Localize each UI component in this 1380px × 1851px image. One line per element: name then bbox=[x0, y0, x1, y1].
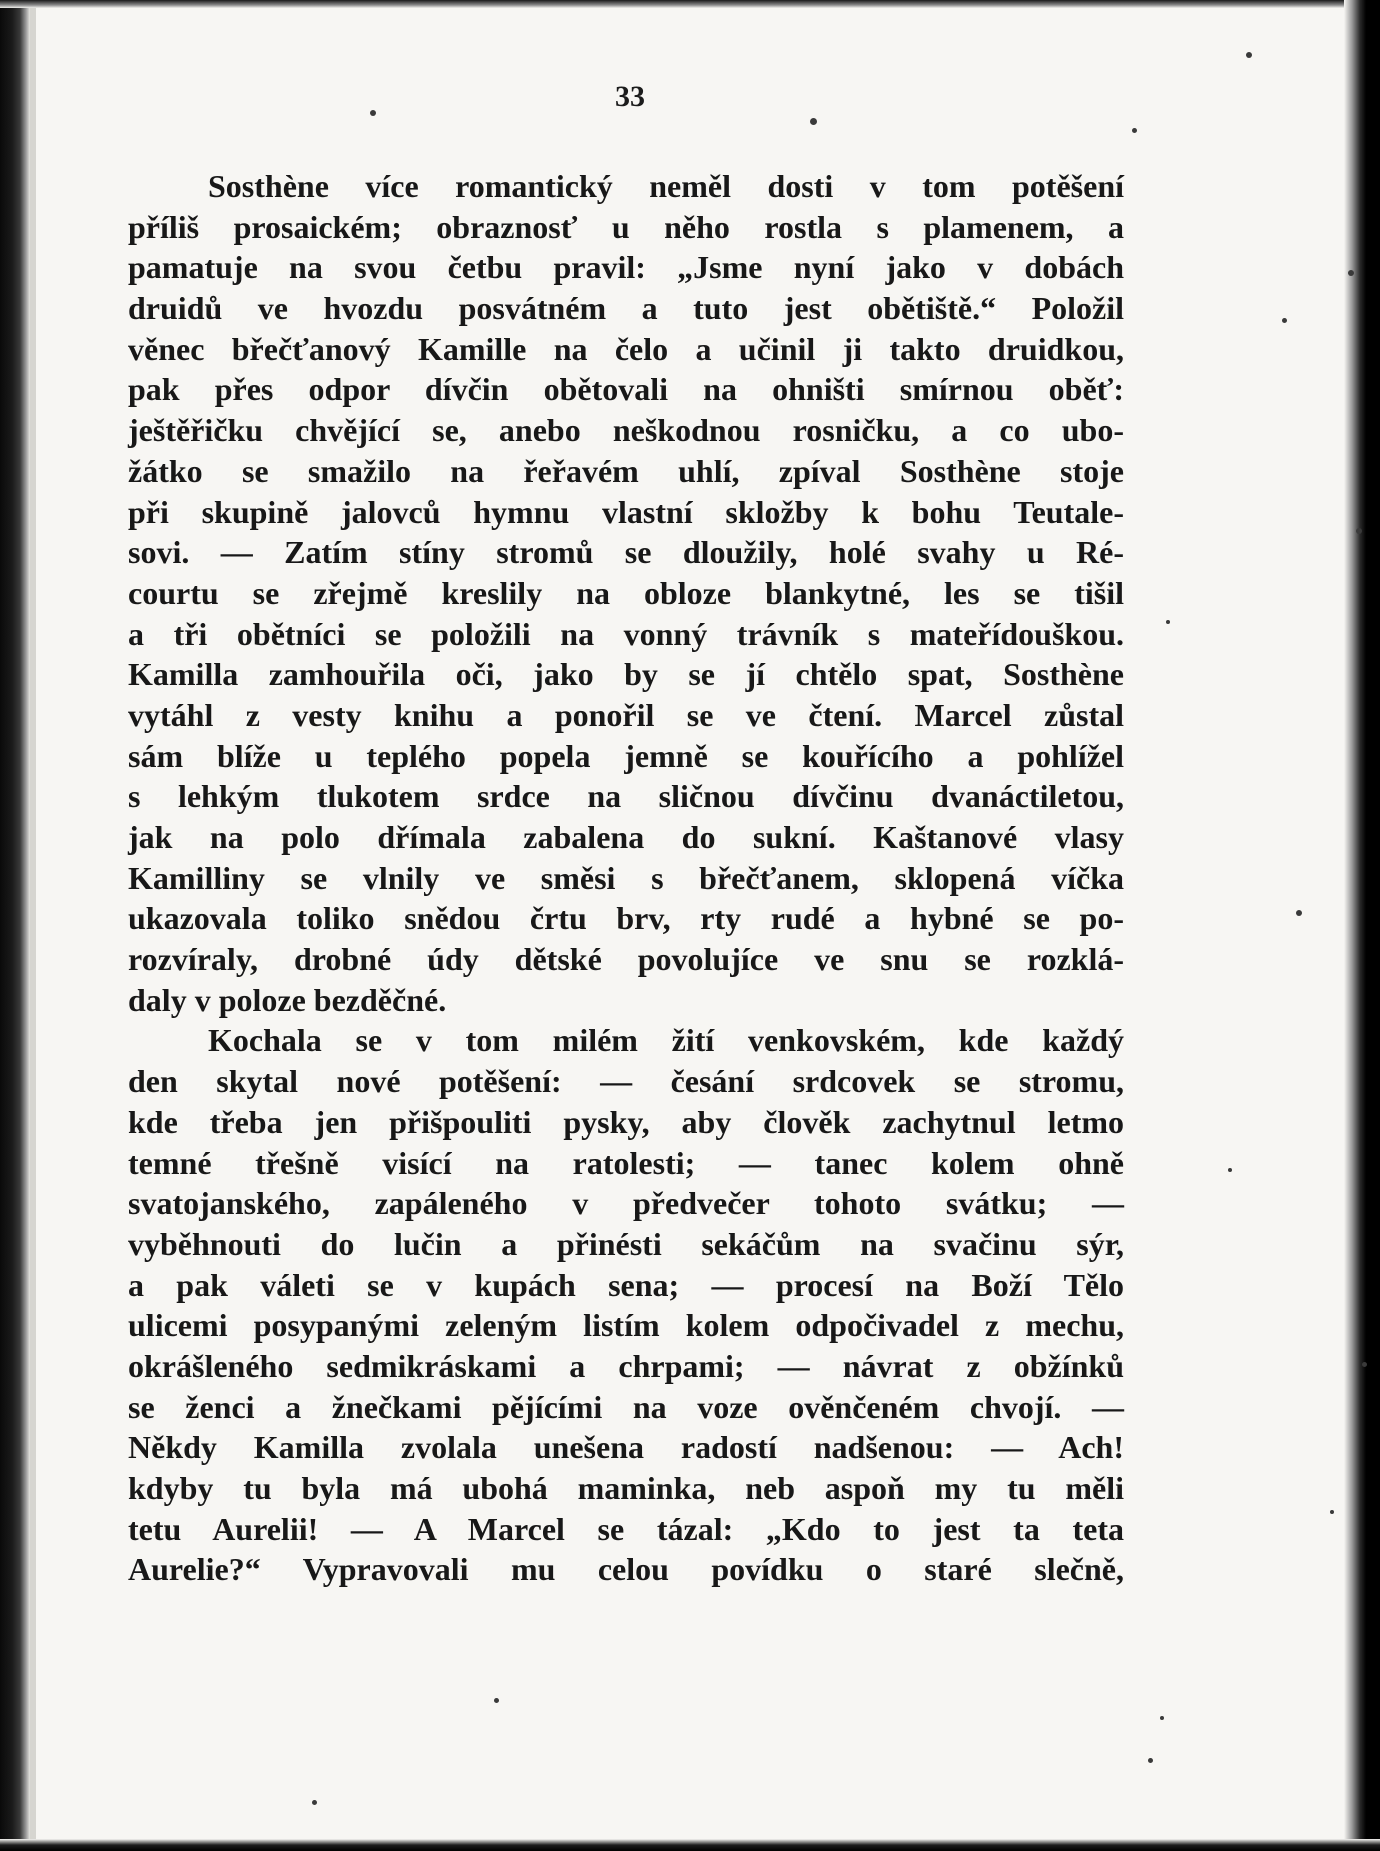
text-line: tetu Aurelii! — A Marcel se tázal: „Kdo to jest ta teta bbox=[128, 1510, 1124, 1547]
text-line: Kamilliny se vlnily ve směsi s břečťanem, sklopená víčka bbox=[128, 859, 1124, 896]
paper-speck bbox=[1166, 620, 1170, 624]
text-line: pak přes odpor dívčin obětovali na ohništi smírnou oběť: bbox=[128, 371, 1124, 408]
text-line: Někdy Kamilla zvolala unešena radostí nadšenou: — Ach! bbox=[128, 1429, 1124, 1466]
paper-speck bbox=[1148, 1758, 1153, 1763]
text-line: a tři obětníci se položili na vonný trávník s mateřídouškou. bbox=[128, 615, 1124, 652]
text-line: ještěřičku chvějící se, anebo neškodnou rosničku, a co ubo- bbox=[128, 412, 1124, 449]
paper-speck bbox=[1160, 1716, 1164, 1720]
paragraph bbox=[128, 166, 1124, 1020]
text-line: okrášleného sedmikráskami a chrpami; — návrat z obžínků bbox=[128, 1347, 1124, 1384]
text-line: a pak váleti se v kupách sena; — procesí na Boží Tělo bbox=[128, 1266, 1124, 1303]
text-line: sovi. — Zatím stíny stromů se dloužily, holé svahy u Ré- bbox=[128, 534, 1124, 571]
page-right-edge bbox=[1344, 0, 1380, 1851]
text-line: kdyby tu byla má ubohá maminka, neb aspoň my tu měli bbox=[128, 1470, 1124, 1506]
text-line: se ženci a žnečkami pějícími na voze ověnčeném chvojí. — bbox=[128, 1388, 1124, 1425]
paper-speck bbox=[810, 118, 817, 125]
page-top-edge bbox=[0, 0, 1380, 8]
paper-speck bbox=[1348, 270, 1354, 276]
text-line: kde třeba jen přišpouliti pysky, aby člověk zachytnul letmo bbox=[128, 1103, 1124, 1140]
page-bottom-edge bbox=[0, 1839, 1380, 1851]
paper-speck bbox=[494, 1698, 499, 1703]
text-line: žátko se smažilo na řeřavém uhlí, zpíval Sosthène stoje bbox=[128, 452, 1124, 489]
paper-speck bbox=[1356, 528, 1362, 534]
text-line: rozvíraly, drobné údy dětské povolujíce ve snu se rozklá- bbox=[128, 941, 1124, 978]
text-line: den skytal nové potěšení: — česání srdcovek se stromu, bbox=[128, 1063, 1124, 1100]
paper-speck bbox=[370, 110, 376, 116]
text-line: při skupině jalovců hymnu vlastní skložby k bohu Teutale- bbox=[128, 493, 1124, 530]
page-binding-shadow bbox=[30, 0, 36, 1851]
text-line: daly v poloze bezděčné. bbox=[128, 981, 447, 1018]
text-line: sám blíže u teplého popela jemně se kouřícího a pohlížel bbox=[128, 737, 1124, 774]
page-binding-edge bbox=[0, 0, 30, 1851]
text-line: jak na polo dřímala zabalena do sukní. Kaštanové vlasy bbox=[128, 819, 1124, 855]
text-line: courtu se zřejmě kreslily na obloze blankytné, les se tišil bbox=[128, 574, 1124, 611]
text-line: Sosthène více romantický neměl dosti v tom potěšení bbox=[208, 168, 1124, 204]
paper-speck bbox=[1330, 1510, 1334, 1514]
text-line: věnec břečťanový Kamille na čelo a učinil ji takto druidkou, bbox=[128, 330, 1124, 367]
paper-speck bbox=[1246, 52, 1252, 58]
text-line: temné třešně visící na ratolesti; — tanec kolem ohně bbox=[128, 1144, 1124, 1181]
text-line: Kochala se v tom milém žití venkovském, kde každý bbox=[208, 1022, 1124, 1059]
paper-speck bbox=[1296, 910, 1302, 916]
text-line: s lehkým tlukotem srdce na sličnou dívčinu dvanáctiletou, bbox=[128, 778, 1124, 815]
paper-speck bbox=[1132, 128, 1137, 133]
paper-speck bbox=[1362, 1362, 1367, 1367]
body-text bbox=[128, 166, 1124, 1590]
text-line: vytáhl z vesty knihu a ponořil se ve čtení. Marcel zůstal bbox=[128, 696, 1124, 733]
paragraph bbox=[128, 1020, 1124, 1590]
page-number: 33 bbox=[615, 80, 645, 113]
text-line: svatojanského, zapáleného v předvečer tohoto svátku; — bbox=[128, 1185, 1124, 1222]
text-line: pamatuje na svou četbu pravil: „Jsme nyní jako v dobách bbox=[128, 249, 1124, 286]
text-line: příliš prosaickém; obraznosť u něho rostla s plamenem, a bbox=[128, 208, 1124, 245]
paper-speck bbox=[1282, 318, 1287, 323]
text-line: ulicemi posypanými zeleným listím kolem odpočivadel z mechu, bbox=[128, 1307, 1124, 1344]
text-line: Aurelie?“ Vypravovali mu celou povídku o staré slečně, bbox=[128, 1551, 1124, 1588]
text-line: Kamilla zamhouřila oči, jako by se jí chtělo spat, Sosthène bbox=[128, 656, 1124, 693]
paper-speck bbox=[312, 1800, 317, 1805]
text-line: vyběhnouti do lučin a přinésti sekáčům na svačinu sýr, bbox=[128, 1225, 1124, 1262]
text-line: druidů ve hvozdu posvátném a tuto jest obětiště.“ Položil bbox=[128, 290, 1124, 327]
text-line: ukazovala toliko snědou črtu brv, rty rudé a hybné se po- bbox=[128, 900, 1124, 937]
paper-speck bbox=[1228, 1168, 1232, 1172]
